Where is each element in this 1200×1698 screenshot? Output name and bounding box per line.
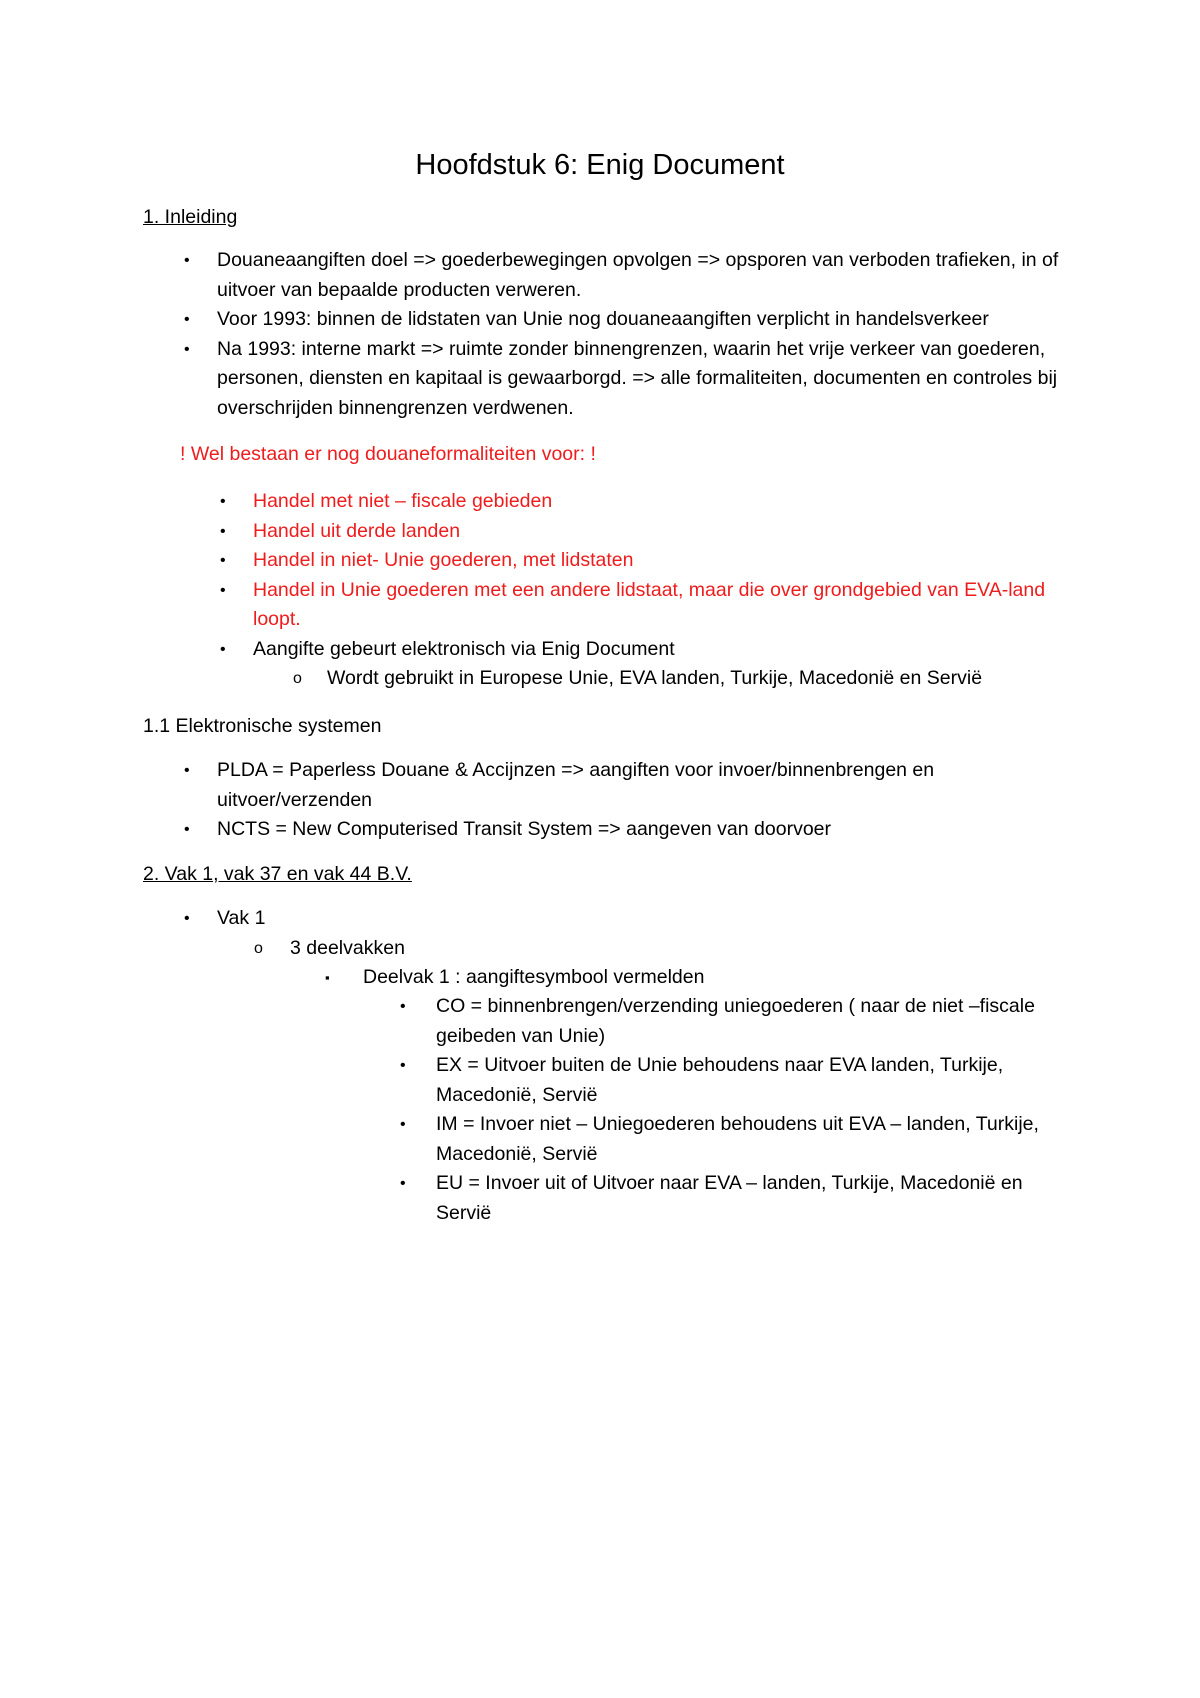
bullet-disc-icon: •: [184, 252, 190, 269]
aangiftesymbool-codes: [400, 992, 1068, 1228]
section-heading-inleiding: 1. Inleiding: [143, 206, 238, 228]
bullet-disc-icon: •: [400, 998, 406, 1015]
list-item: • Na 1993: interne markt => ruimte zonder binnengrenzen, waarin het vrije verkeer van goederen, personen, diensten en kapitaal is gewaarborgd. => alle formaliteiten, documenten en controles bij overschrijden binnengrenzen verdwenen.: [217, 335, 1067, 424]
list-item: • NCTS = New Computerised Transit System => aangeven van doorvoer: [217, 815, 997, 845]
list-item: • Vak 1: [217, 904, 1067, 934]
vak-bullets: [184, 904, 1067, 993]
bullet-disc-icon: •: [184, 311, 190, 328]
page-title: Hoofdstuk 6: Enig Document: [415, 149, 785, 181]
list-item: • CO = binnenbrengen/verzending uniegoederen ( naar de niet –fiscale geibeden van Unie): [436, 992, 1068, 1051]
bullet-disc-icon: •: [400, 1175, 406, 1192]
bullet-disc-icon: •: [400, 1116, 406, 1133]
list-item: • Douaneaangiften doel => goederbewegingen opvolgen => opsporen van verboden trafieken, in of uitvoer van bepaalde producten verweren.: [217, 246, 1067, 305]
list-item: • Handel uit derde landen: [253, 517, 1053, 547]
list-item: • Aangifte gebeurt elektronisch via Enig Document: [253, 635, 1053, 665]
systemen-bullets: [184, 756, 997, 845]
bullet-disc-icon: •: [220, 493, 226, 510]
bullet-disc-icon: •: [220, 640, 226, 658]
list-item: • Handel in Unie goederen met een andere lidstaat, maar die over grondgebied van EVA-land loopt.: [253, 576, 1053, 635]
list-item: ▪ Deelvak 1 : aangiftesymbool vermelden: [217, 963, 1067, 993]
list-item: • Handel in niet- Unie goederen, met lidstaten: [253, 546, 1053, 576]
section-heading-systemen: 1.1 Elektronische systemen: [143, 715, 382, 737]
list-item: • EU = Invoer uit of Uitvoer naar EVA – landen, Turkije, Macedonië en Servië: [436, 1169, 1068, 1228]
bullet-disc-icon: •: [400, 1057, 406, 1074]
inleiding-bullets: [184, 246, 1067, 423]
bullet-disc-icon: •: [184, 910, 190, 927]
bullet-square-icon: ▪: [325, 970, 330, 985]
list-item: • Handel met niet – fiscale gebieden: [253, 487, 1053, 517]
bullet-circle-icon: o: [293, 670, 302, 687]
formaliteiten-bullets: [220, 487, 1053, 694]
list-item: • EX = Uitvoer buiten de Unie behoudens naar EVA landen, Turkije, Macedonië, Servië: [436, 1051, 1068, 1110]
bullet-circle-icon: o: [254, 939, 263, 957]
list-item: • Voor 1993: binnen de lidstaten van Unie nog douaneaangiften verplicht in handelsverkeer: [217, 305, 1067, 335]
bullet-disc-icon: •: [184, 340, 190, 358]
bullet-disc-icon: •: [220, 552, 226, 569]
list-item: o Wordt gebruikt in Europese Unie, EVA landen, Turkije, Macedonië en Servië: [253, 664, 1053, 694]
section-heading-vak: 2. Vak 1, vak 37 en vak 44 B.V.: [143, 863, 412, 885]
notice-text: ! Wel bestaan er nog douaneformaliteiten voor: !: [180, 443, 596, 465]
list-item: • IM = Invoer niet – Uniegoederen behoudens uit EVA – landen, Turkije, Macedonië, Servië: [436, 1110, 1068, 1169]
bullet-disc-icon: •: [184, 821, 190, 838]
list-item: • PLDA = Paperless Douane & Accijnzen => aangiften voor invoer/binnenbrengen en uitvoer/verzenden: [217, 756, 997, 815]
bullet-disc-icon: •: [220, 522, 226, 540]
list-item: o 3 deelvakken: [217, 934, 1067, 964]
bullet-disc-icon: •: [184, 762, 190, 779]
bullet-disc-icon: •: [220, 581, 226, 599]
